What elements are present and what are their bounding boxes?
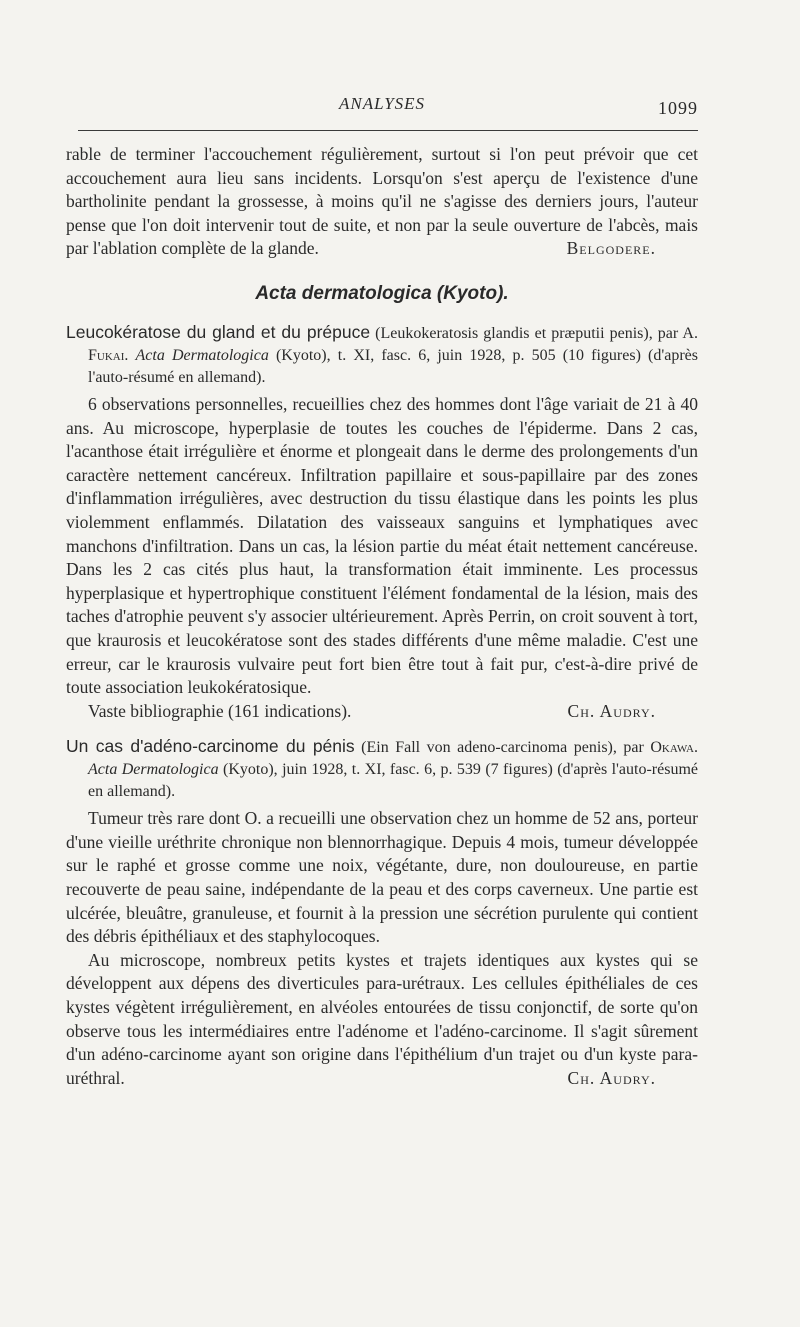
article1-ref-mid: . xyxy=(124,346,136,364)
article1-paragraph-1: 6 observations personnelles, recueillies chez des hommes dont l'âge variait de 21 à 40 ans. Au microscope, hyperplasie de toutes les couches de l'épiderme. Dans 2 cas, l'acanthose était irrégulière et énorme et plongeait dans le derme des prolongements d'un caractère nettement cancéreux. Infiltration papillaire et sous-papillaire par des zones d'inflammation irrégulières, avec destruction du tissu élastique dans les points les plus violemment enflammés. Dilatation des vaisseaux sanguins et lymphatiques avec manchons d'infiltration. Dans un cas, la lésion partie du méat était nettement cancéreuse. Dans les 2 cas cités plus haut, la transformation était imminente. Les processus hyperplasique et hypertrophique constituent l'élément fondamental de la lésion, mais des taches d'atrophie peuvent s'y associer ultérieurement. Après Perrin, on croit souvent à tort, que kraurosis et leucokératose sont des stades différents d'une même maladie. C'est une erreur, car le kraurosis vulvaire peut fort bien être tout à fait pur, c'est-à-dire privé de toute association leukokératosique. xyxy=(66,393,698,698)
article1-title: Leucokératose du gland et du prépuce xyxy=(66,321,371,342)
article2-paragraph-2 xyxy=(66,949,698,1091)
article2-ref-pre: (Ein Fall von adeno-carcinoma penis), par xyxy=(354,739,651,757)
section-title: Acta dermatologica (Kyoto). xyxy=(255,282,509,304)
article2-signature: Ch. Audry. xyxy=(567,1067,656,1088)
article1-ref-post: (Kyoto), t. XI, fasc. 6, juin 1928, p. 505 (10 figures) (d'après l'auto-résumé en allemand). xyxy=(88,346,699,386)
article2-paragraph-1: Tumeur très rare dont O. a recueilli une observation chez un homme de 52 ans, porteur d'une vieille uréthrite chronique non blennorrhagique. Depuis 4 mois, tumeur développée sur le raphé et grosse comme une noix, végétante, dure, non douloureuse, en partie recouverte de peau saine, indépendante de la peau et des corps caverneux. Une partie est ulcérée, bleuâtre, granuleuse, et fournit à la pression une sécrétion purulente qui contient des débris épithéliaux et des staphylocoques. xyxy=(66,808,698,947)
article2-paragraph-2-text: Au microscope, nombreux petits kystes et trajets identiques aux kystes qui se développent aux dépens des diverticules para-urétraux. Les cellules épithéliales de ces kystes végètent irrégulièrement, en alvéoles entourées de tissu conjonctif, de sorte qu'on observe tous les intermédiaires entre l'adénome et l'adéno-carcinome. Il s'agit sûrement d'un adéno-carcinome ayant son origine dans l'épithélium d'un trajet ou d'un kyste para-uréthral. xyxy=(66,949,698,1088)
carryover-signature: Belgodere. xyxy=(566,238,656,259)
article2-ref-post: (Kyoto), juin 1928, t. XI, fasc. 6, p. 539 (7 figures) (d'après l'auto-résumé en allemand). xyxy=(88,761,698,801)
article2-reference xyxy=(66,735,698,803)
article1-bibliography: Vaste bibliographie (161 indications). xyxy=(88,700,352,721)
article1-journal: Acta Dermatologica xyxy=(135,346,269,364)
carryover-paragraph xyxy=(66,143,698,261)
article1-author: Fukai xyxy=(88,346,125,364)
article1-signature: Ch. Audry. xyxy=(567,700,656,721)
article1-ref-pre: (Leukokeratosis glandis et præputii penis), par A. xyxy=(370,324,698,342)
journal-page xyxy=(66,94,698,1090)
article1-paragraph-2 xyxy=(66,700,698,724)
article1-reference xyxy=(66,321,698,389)
header-rule xyxy=(78,130,698,131)
article2-ref-mid: . xyxy=(694,739,698,757)
page-number: 1099 xyxy=(658,98,698,118)
running-title: ANALYSES xyxy=(338,94,426,113)
article2-journal: Acta Dermatologica xyxy=(88,761,219,779)
article2-author: Okawa xyxy=(650,739,694,757)
article2-title: Un cas d'adéno-carcinome du pénis xyxy=(66,736,355,757)
carryover-text: rable de terminer l'accouchement régulièrement, surtout si l'on peut prévoir que cet accouchement aura lieu sans incidents. Lorsqu'on s'est aperçu de l'existence d'une bartholinite pendant la grossesse, à moins qu'il ne s'agisse des derniers jours, l'auteur pense que l'on doit intervenir tout de suite, et non par la seule ouverture de l'abcès, mais par l'ablation complète de la glande. xyxy=(66,144,698,259)
running-head xyxy=(66,94,698,124)
